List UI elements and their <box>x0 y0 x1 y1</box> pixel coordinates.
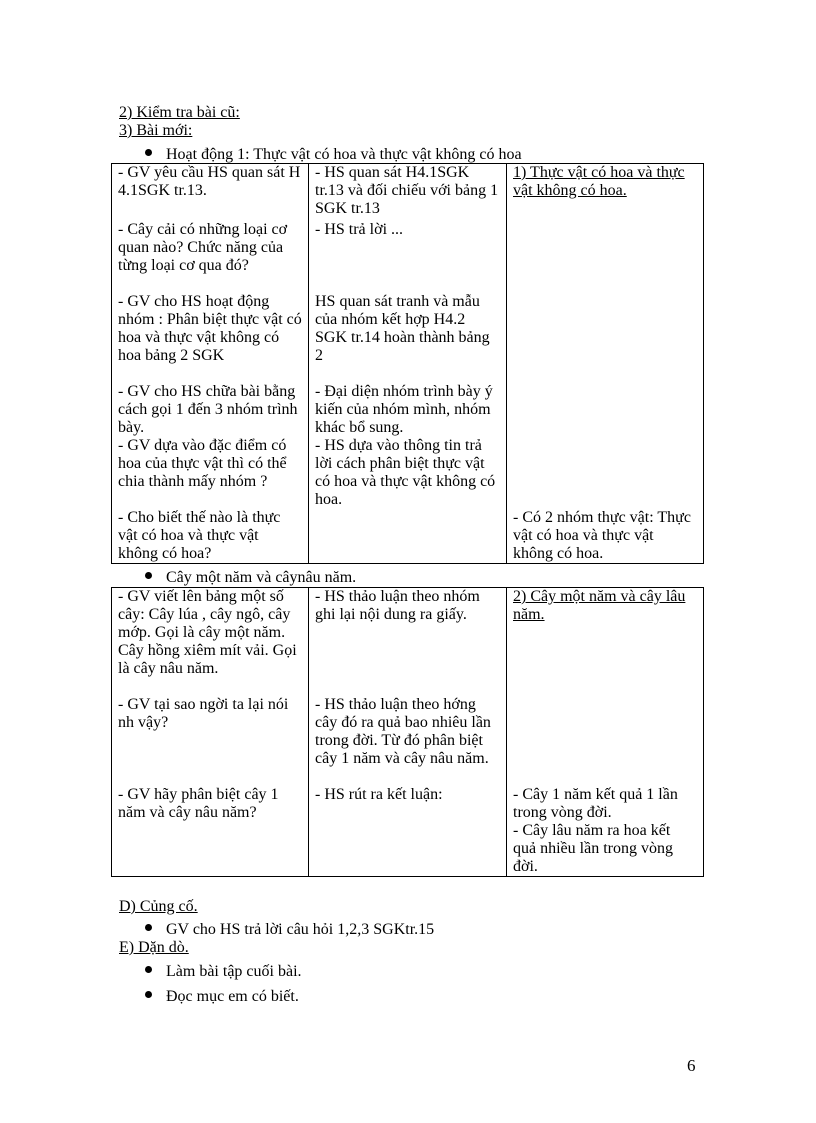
activity-2-label: Cây một năm và câynâu năm. <box>166 569 357 586</box>
teacher-cell: - GV cho HS hoạt động nhóm : Phân biệt thực vật có hoa và thực vật không có hoa bảng 2 SGK <box>112 293 309 383</box>
teacher-cell: - GV viết lên bảng một số cây: Cây lúa , cây ngô, cây mớp. Gọi là cây một năm. Cây hồng xiêm mít vải. Gọi là cây nâu năm. <box>112 588 309 696</box>
section-title-1: 1) Thực vật có hoa và thực vật không có hoa. <box>513 164 685 199</box>
activity-2-item <box>145 569 356 587</box>
content-cell <box>507 383 704 437</box>
student-cell: - HS dựa vào thông tin trả lời cách phân biệt thực vật có hoa và thực vật không có hoa. <box>309 437 507 509</box>
student-cell: - HS rút ra kết luận: <box>309 786 507 877</box>
heading-cung-co: D) Củng cố. <box>119 898 198 915</box>
dan-do-text: Làm bài tập cuối bài. <box>166 963 302 980</box>
student-cell: - Đại diện nhóm trình bày ý kiến của nhóm mình, nhóm khác bổ sung. <box>309 383 507 437</box>
student-cell: - HS trả lời ... <box>309 221 507 293</box>
teacher-cell: - GV cho HS chữa bài bằng cách gọi 1 đến 3 nhóm trình bày. <box>112 383 309 437</box>
content-cell <box>507 696 704 786</box>
bullet-icon <box>145 966 152 973</box>
student-cell: - HS quan sát H4.1SGK tr.13 và đối chiếu với bảng 1 SGK tr.13 <box>309 164 507 221</box>
cung-co-item <box>145 921 434 939</box>
teacher-cell: - Cho biết thế nào là thực vật có hoa và thực vật không có hoa? <box>112 509 309 564</box>
heading-bai-moi: 3) Bài mới: <box>119 122 193 139</box>
teacher-cell: - Cây cải có những loại cơ quan nào? Chức năng của từng loại cơ qua đó? <box>112 221 309 293</box>
lesson-table-1 <box>111 163 704 564</box>
table-row <box>112 437 704 509</box>
content-cell: - Có 2 nhóm thực vật: Thực vật có hoa và thực vật không có hoa. <box>507 509 704 564</box>
student-cell <box>309 509 507 564</box>
dan-do-item <box>145 988 299 1006</box>
content-cell <box>507 437 704 509</box>
teacher-cell: - GV dựa vào đặc điểm có hoa của thực vật thì có thể chia thành mấy nhóm ? <box>112 437 309 509</box>
page-number: 6 <box>687 1056 696 1075</box>
bullet-icon <box>145 149 152 156</box>
bullet-icon <box>145 924 152 931</box>
table-row <box>112 164 704 221</box>
content-cell <box>507 588 704 696</box>
content-cell: - Cây 1 năm kết quả 1 lần trong vòng đời. - Cây lâu năm ra hoa kết quả nhiều lần trong vòng đời. <box>507 786 704 877</box>
activity-1-item <box>145 146 522 164</box>
table-row <box>112 588 704 696</box>
student-cell: HS quan sát tranh và mẫu của nhóm kết hợp H4.2 SGK tr.14 hoàn thành bảng 2 <box>309 293 507 383</box>
heading-kiem-tra-bai-cu: 2) Kiểm tra bài cũ: <box>119 104 240 121</box>
section-title-2: 2) Cây một năm và cây lâu năm. <box>513 588 686 623</box>
dan-do-item <box>145 963 302 981</box>
content-cell <box>507 293 704 383</box>
student-cell: - HS thảo luận theo hớng cây đó ra quả bao nhiêu lần trong đời. Từ đó phân biệt cây 1 năm và cây nâu năm. <box>309 696 507 786</box>
cung-co-text: GV cho HS trả lời câu hỏi 1,2,3 SGKtr.15 <box>166 921 435 938</box>
table-row <box>112 383 704 437</box>
table-row <box>112 293 704 383</box>
table-row <box>112 221 704 293</box>
lesson-table-2 <box>111 587 704 877</box>
content-cell <box>507 164 704 221</box>
table-row <box>112 786 704 877</box>
table-row <box>112 696 704 786</box>
dan-do-text: Đọc mục em có biết. <box>166 988 299 1005</box>
table-row <box>112 509 704 564</box>
content-cell <box>507 221 704 293</box>
teacher-cell: - GV hãy phân biệt cây 1 năm và cây nâu năm? <box>112 786 309 877</box>
bullet-icon <box>145 572 152 579</box>
teacher-cell: - GV yêu cầu HS quan sát H 4.1SGK tr.13. <box>112 164 309 221</box>
heading-dan-do: E) Dặn dò. <box>119 939 189 956</box>
teacher-cell: - GV tại sao ngời ta lại nói nh vậy? <box>112 696 309 786</box>
activity-1-label: Hoạt động 1: Thực vật có hoa và thực vật không có hoa <box>166 146 522 163</box>
student-cell: - HS thảo luận theo nhóm ghi lại nội dung ra giấy. <box>309 588 507 696</box>
bullet-icon <box>145 991 152 998</box>
